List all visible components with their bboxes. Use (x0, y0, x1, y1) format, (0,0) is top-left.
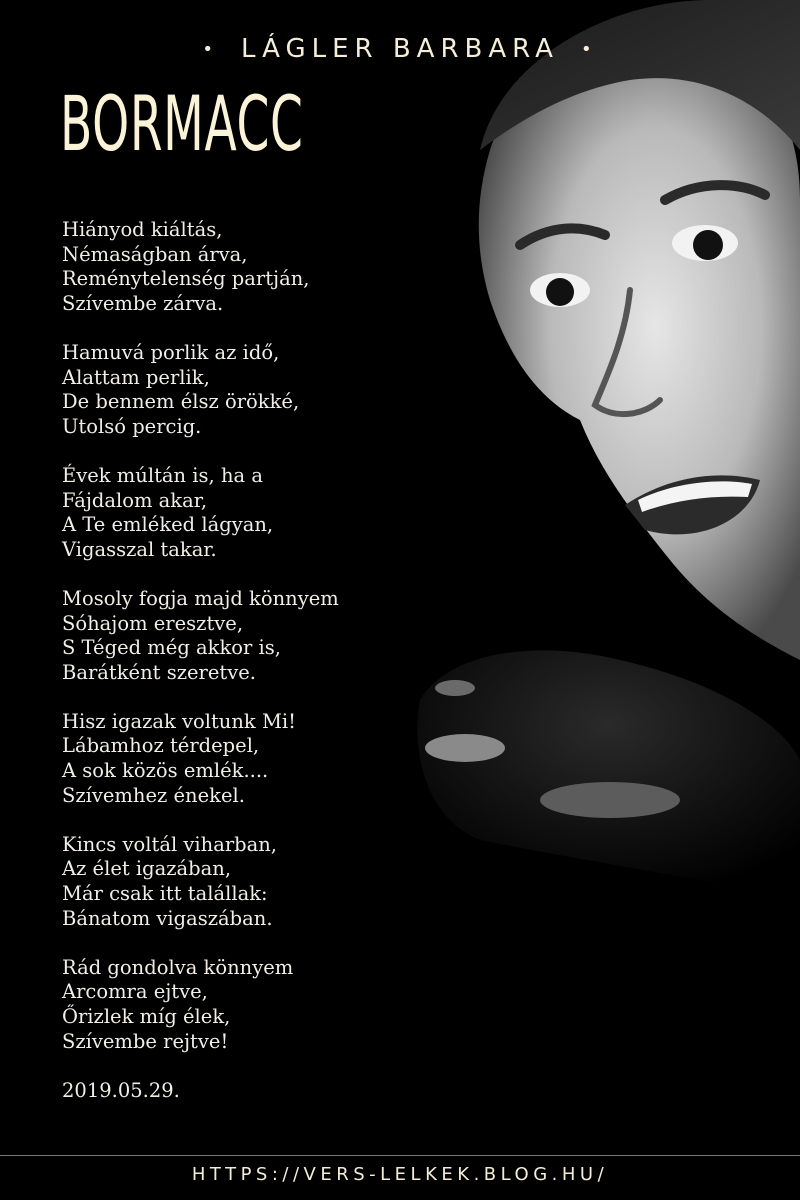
poem-line: Utolsó percig. (62, 414, 202, 438)
poem-body (62, 218, 422, 1103)
poem-line: Reménytelenség partján, (62, 267, 310, 291)
poem-line: Kincs voltál viharban, (62, 832, 278, 856)
stanza-4 (62, 587, 422, 685)
bullet-right: • (580, 39, 598, 60)
poem-line: Rád gondolva könnyem (62, 955, 294, 979)
poem-line: Némaságban árva, (62, 242, 248, 266)
poem-line: Barátként szeretve. (62, 660, 256, 684)
portrait-photo (380, 0, 800, 960)
poem-line: Hiányod kiáltás, (62, 218, 223, 241)
poem-line: A Te emléked lágyan, (62, 513, 274, 537)
stanza-2 (62, 341, 422, 439)
poem-line: Bánatom vigaszában. (62, 906, 273, 930)
stanza-6 (62, 833, 422, 931)
poem-line: Alattam perlik, (62, 365, 210, 389)
poem-line: Már csak itt talállak: (62, 882, 268, 906)
poem-line: Lábamhoz térdepel, (62, 734, 260, 758)
poem-line: Hisz igazak voltunk Mi! (62, 709, 296, 733)
stanza-7 (62, 956, 422, 1054)
poem-line: Sóhajom eresztve, (62, 611, 244, 635)
poem-line: Vigasszal takar. (62, 537, 217, 561)
footer-url[interactable]: HTTPS://VERS-LELKEK.BLOG.HU/ (191, 1164, 609, 1185)
poem-line: A sok közös emlék.... (62, 759, 269, 783)
stanza-5 (62, 710, 422, 808)
bullet-left: • (202, 39, 220, 60)
author-name: LÁGLER BARBARA (241, 34, 559, 64)
poem-line: Szívemhez énekel. (62, 783, 245, 807)
poem-line: Az élet igazában, (62, 857, 232, 881)
poem-line: Évek múltán is, ha a (62, 463, 263, 487)
poem-line: De bennem élsz örökké, (62, 390, 300, 414)
poem-line: Hamuvá porlik az idő, (62, 340, 280, 364)
poem-line: Őrizlek míg élek, (62, 1005, 231, 1028)
poem-line: S Téged még akkor is, (62, 636, 281, 660)
stanza-1 (62, 218, 422, 316)
author-heading (0, 34, 800, 64)
poem-line: Arcomra ejtve, (62, 980, 208, 1004)
poem-title: BORMACC (60, 79, 304, 168)
poem-date: 2019.05.29. (62, 1078, 180, 1102)
footer-divider (0, 1155, 800, 1156)
poem-line: Szívembe rejtve! (62, 1029, 229, 1053)
poem-line: Mosoly fogja majd könnyem (62, 586, 339, 610)
stanza-3 (62, 464, 422, 562)
poem-line: Szívembe zárva. (62, 291, 224, 315)
poem-line: Fájdalom akar, (62, 488, 208, 512)
